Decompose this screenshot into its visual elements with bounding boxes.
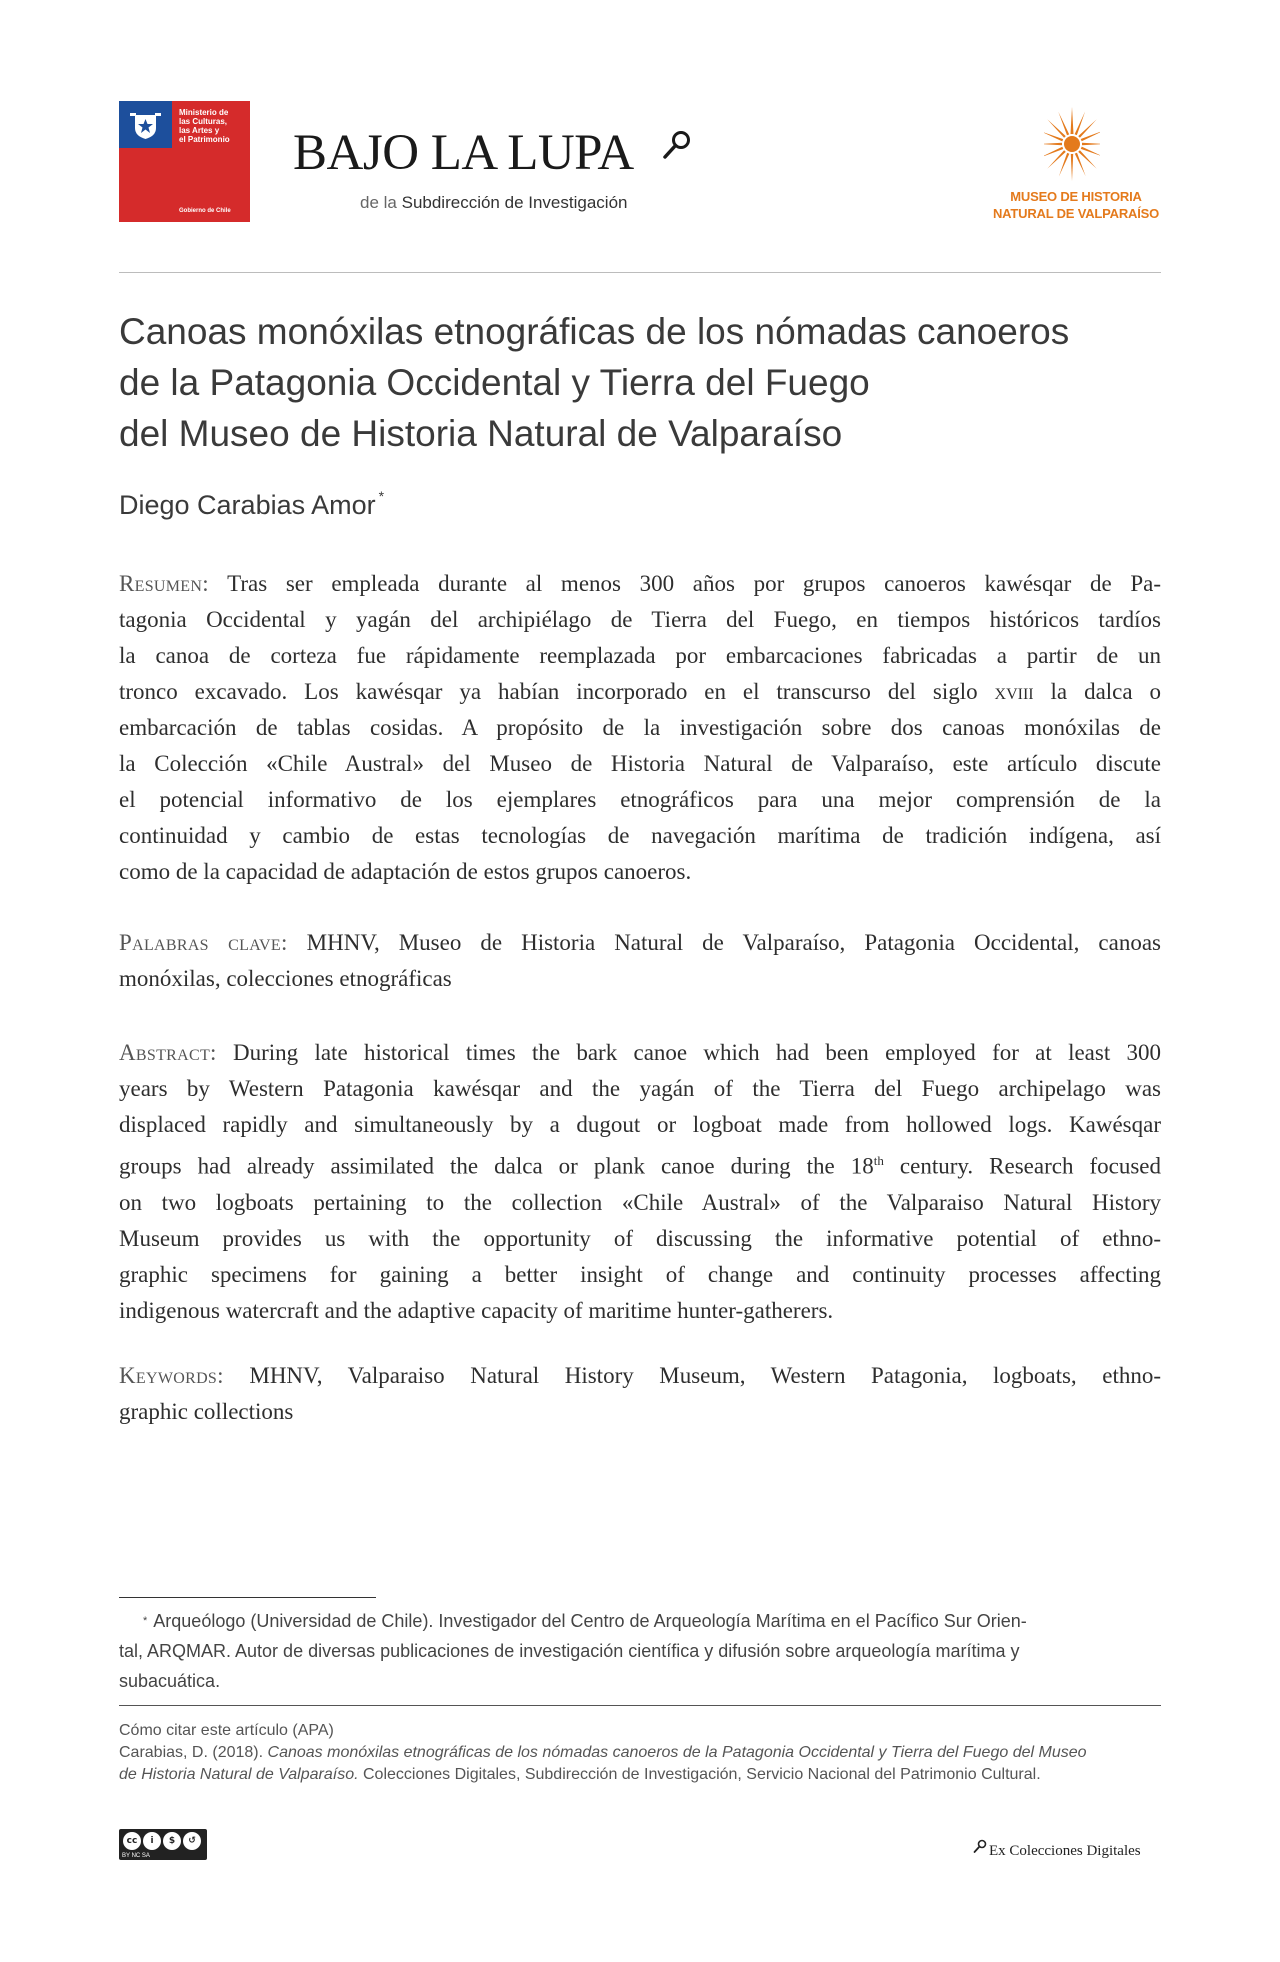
museum-name (986, 188, 1166, 222)
abstract-line: Museum provides us with the opportunity of discussing the informative potential of ethno- (119, 1225, 1161, 1251)
article-author (119, 490, 384, 521)
magnifier-icon (973, 1839, 987, 1855)
footnote-line: subacuática. (119, 1671, 221, 1691)
citation-author-year: Carabias, D. (2018). (119, 1744, 264, 1761)
citation-divider (119, 1705, 1161, 1706)
cc-badge-text: BY NC SA (122, 1853, 150, 1859)
abstract-line: years by Western Patagonia kawésqar and the yagán of the Tierra del Fuego archipelago was (119, 1076, 1161, 1101)
abstract-line: During late historical times the bark canoe which had been employed for at least 300 (233, 1040, 1162, 1065)
resumen-line: la canoa de corteza fue rápidamente reemplazada por embarcaciones fabricadas a partir de un (119, 643, 1161, 668)
title-line: Canoas monóxilas etnográficas de los nómadas canoeros (119, 311, 1070, 352)
century-numeral: xviii (994, 679, 1034, 704)
abstract-paragraph (119, 1035, 1161, 1329)
citation-heading: Cómo citar este artículo (APA) (119, 1722, 334, 1739)
museum-name-line: MUSEO DE HISTORIA (1010, 189, 1142, 204)
creative-commons-license-badge[interactable] (119, 1829, 207, 1860)
resumen-label: Resumen: (119, 571, 209, 596)
museum-name-line: NATURAL DE VALPARAÍSO (992, 206, 1159, 221)
resumen-line: la dalca o (1050, 679, 1161, 704)
footnote-line: Arqueólogo (Universidad de Chile). Investigador del Centro de Arqueología Marítima en el Pacífico Sur Orien- (153, 1611, 1027, 1631)
government-logo (119, 101, 250, 222)
abstract-line: graphic specimens for gaining a better insight of change and continuity processes affecting (119, 1261, 1161, 1287)
article-title (119, 306, 1179, 459)
resumen-line: el potencial informativo de los ejemplares etnográficos para una mejor comprensión de la (119, 787, 1161, 812)
gov-logo-line: el Patrimonio (179, 135, 230, 144)
author-footnote (119, 1606, 1161, 1696)
gov-logo-footer: Gobierno de Chile (179, 208, 231, 214)
government-logo-text (179, 108, 230, 144)
subtitle-prefix: de la (360, 193, 397, 212)
resumen-paragraph (119, 566, 1161, 890)
resumen-line: la Colección «Chile Austral» del Museo de Historia Natural de Valparaíso, este artículo discute (119, 751, 1161, 776)
resumen-line: tagonia Occidental y yagán del archipiélago de Tierra del Fuego, en tiempos históricos tardíos (119, 607, 1161, 632)
author-footnote-mark[interactable]: * (378, 488, 385, 504)
title-line: de la Patagonia Occidental y Tierra del Fuego (119, 362, 870, 403)
cc-icon: cc (123, 1832, 141, 1850)
abstract-line: on two logboats pertaining to the collection «Chile Austral» of the Valparaiso Natural History (119, 1189, 1161, 1215)
resumen-line: Tras ser empleada durante al menos 300 años por grupos canoeros kawésqar de Pa- (227, 571, 1161, 596)
header-divider (119, 272, 1161, 273)
palabras-clave-label: Palabras clave: (119, 930, 288, 955)
resumen-line: embarcación de tablas cosidas. A propósito de la investigación sobre dos canoas monóxilas de (119, 715, 1161, 740)
footnote-mark: * (143, 1615, 148, 1627)
resumen-line: como de la capacidad de adaptación de estos grupos canoeros. (119, 859, 692, 884)
palabras-clave-paragraph (119, 925, 1161, 997)
title-line: del Museo de Historia Natural de Valparaíso (119, 413, 843, 454)
coat-of-arms-icon (129, 111, 162, 140)
citation-publisher: Colecciones Digitales, Subdirección de Investigación, Servicio Nacional del Patrimonio Cultural. (362, 1766, 1041, 1783)
collection-brand: Ex Colecciones Digitales (989, 1843, 1141, 1859)
footnote-divider (119, 1597, 376, 1598)
keywords-paragraph (119, 1358, 1161, 1430)
resumen-line: continuidad y cambio de estas tecnologías de navegación marítima de tradición indígena, así (119, 823, 1161, 848)
gov-logo-line: las Artes y (179, 126, 220, 135)
palabras-line: monóxilas, colecciones etnográficas (119, 966, 452, 991)
resumen-line: tronco excavado. Los kawésqar ya habían incorporado en el transcurso del siglo (119, 679, 978, 704)
gov-logo-line: las Culturas, (179, 117, 228, 126)
attribution-icon: i (143, 1832, 161, 1850)
noncommercial-icon: $ (163, 1832, 181, 1850)
citation-title: de Historia Natural de Valparaíso. (119, 1766, 359, 1783)
museum-sun-logo-icon (1044, 104, 1100, 184)
gov-logo-line: Ministerio de (179, 108, 229, 117)
citation-title: Canoas monóxilas etnográficas de los nómadas canoeros de la Patagonia Occidental y Tierra del Fuego del Museo (267, 1744, 1087, 1761)
sharealike-icon: ↺ (183, 1832, 201, 1850)
keywords-label: Keywords: (119, 1363, 224, 1388)
abstract-line: displaced rapidly and simultaneously by a dugout or logboat made from hollowed logs. Kawésqar (119, 1112, 1161, 1137)
citation-block (119, 1720, 1164, 1786)
abstract-line: indigenous watercraft and the adaptive capacity of maritime hunter-gatherers. (119, 1297, 834, 1323)
palabras-line: MHNV, Museo de Historia Natural de Valparaíso, Patagonia Occidental, canoas (306, 930, 1161, 955)
publication-brand-title: BAJO LA LUPA (293, 125, 634, 181)
keywords-line: graphic collections (119, 1399, 294, 1424)
publication-subtitle (360, 193, 627, 213)
author-name: Diego Carabias Amor (119, 490, 376, 520)
keywords-line: MHNV, Valparaiso Natural History Museum, Western Patagonia, logboats, ethno- (249, 1363, 1161, 1388)
ordinal-suffix: th (873, 1153, 884, 1168)
magnifier-icon (662, 130, 692, 164)
abstract-label: Abstract: (119, 1040, 217, 1065)
abstract-line: century. Research focused (899, 1153, 1161, 1179)
footnote-line: tal, ARQMAR. Autor de diversas publicaciones de investigación científica y difusión sobre arqueología marítima y (119, 1641, 1020, 1661)
abstract-line: groups had already assimilated the dalca or plank canoe during the 18 (119, 1153, 874, 1179)
subtitle-text: Subdirección de Investigación (401, 193, 628, 212)
